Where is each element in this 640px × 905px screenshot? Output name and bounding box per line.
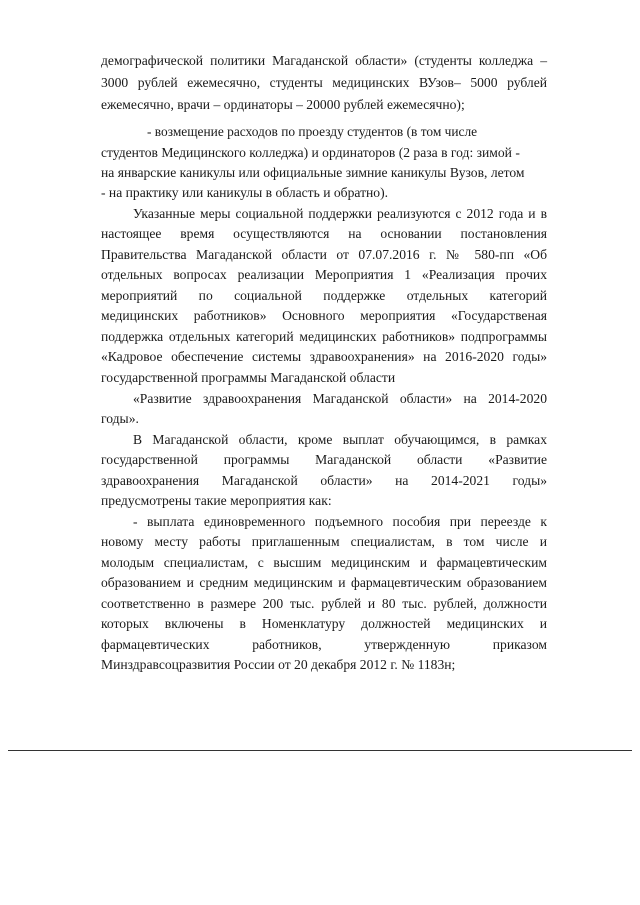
text-line: Правительства Магаданской области от 07.07.2016 г. № 580-пп «Об bbox=[101, 247, 547, 262]
text-line: молодым специалистам, с высшим медицинским и фармацевтическим bbox=[101, 555, 547, 570]
text-line: государственной программы Магаданской области bbox=[101, 370, 396, 385]
text-line: 3000 рублей ежемесячно, студенты медицинских ВУзов– 5000 рублей bbox=[101, 75, 547, 90]
text-line: настоящее время осуществляются на основании постановления bbox=[101, 226, 547, 241]
text-line: - выплата единовременного подъемного пособия при переезде к bbox=[133, 514, 547, 529]
text-line: государственной программы Магаданской области «Развитие bbox=[101, 452, 547, 467]
text-line: фармацевтических работников, утвержденную приказом bbox=[101, 637, 547, 652]
text-line: «Развитие здравоохранения Магаданской области» на 2014-2020 bbox=[133, 391, 547, 406]
text-line: медицинских работников» Основного мероприятия «Государственая bbox=[101, 308, 547, 323]
text-line: предусмотрены такие мероприятия как: bbox=[101, 493, 332, 508]
text-line: отдельных вопросах реализации Мероприятия 1 «Реализация прочих bbox=[101, 267, 547, 282]
text-line: здравоохранения Магаданской области» на 2014-2021 годы» bbox=[101, 473, 547, 488]
text-line: поддержка отдельных категорий медицинских работников» подпрограммы bbox=[101, 329, 547, 344]
text-line: годы». bbox=[101, 411, 139, 426]
text-line: новому месту работы приглашенным специалистам, в том числе и bbox=[101, 534, 547, 549]
text-line: которых включены в Номенклатуру должностей медицинских и bbox=[101, 616, 547, 631]
text-line: на январские каникулы или официальные зимние каникулы Вузов, летом bbox=[101, 165, 525, 180]
text-line: - возмещение расходов по проезду студентов (в том числе bbox=[147, 124, 478, 139]
text-line: Минздравсоцразвития России от 20 декабря 2012 г. № 1183н; bbox=[101, 657, 456, 672]
text-line: студентов Медицинского колледжа) и ординаторов (2 раза в год: зимой - bbox=[101, 145, 520, 160]
text-line: мероприятий по социальной поддержке отдельных категорий bbox=[101, 288, 547, 303]
text-line: В Магаданской области, кроме выплат обучающимся, в рамках bbox=[133, 432, 547, 447]
text-line: Указанные меры социальной поддержки реализуются с 2012 года и в bbox=[133, 206, 547, 221]
page-divider bbox=[8, 750, 632, 751]
text-line: «Кадровое обеспечение системы здравоохранения» на 2016-2020 годы» bbox=[101, 349, 547, 364]
text-line: образованием и средним медицинским и фармацевтическим образованием bbox=[101, 575, 547, 590]
text-line: соответственно в размере 200 тыс. рублей и 80 тыс. рублей, должности bbox=[101, 596, 547, 611]
text-line: демографической политики Магаданской области» (студенты колледжа – bbox=[101, 53, 547, 68]
text-line: ежемесячно, врачи – ординаторы – 20000 рублей ежемесячно); bbox=[101, 97, 465, 112]
text-line: - на практику или каникулы в область и обратно). bbox=[101, 185, 389, 200]
